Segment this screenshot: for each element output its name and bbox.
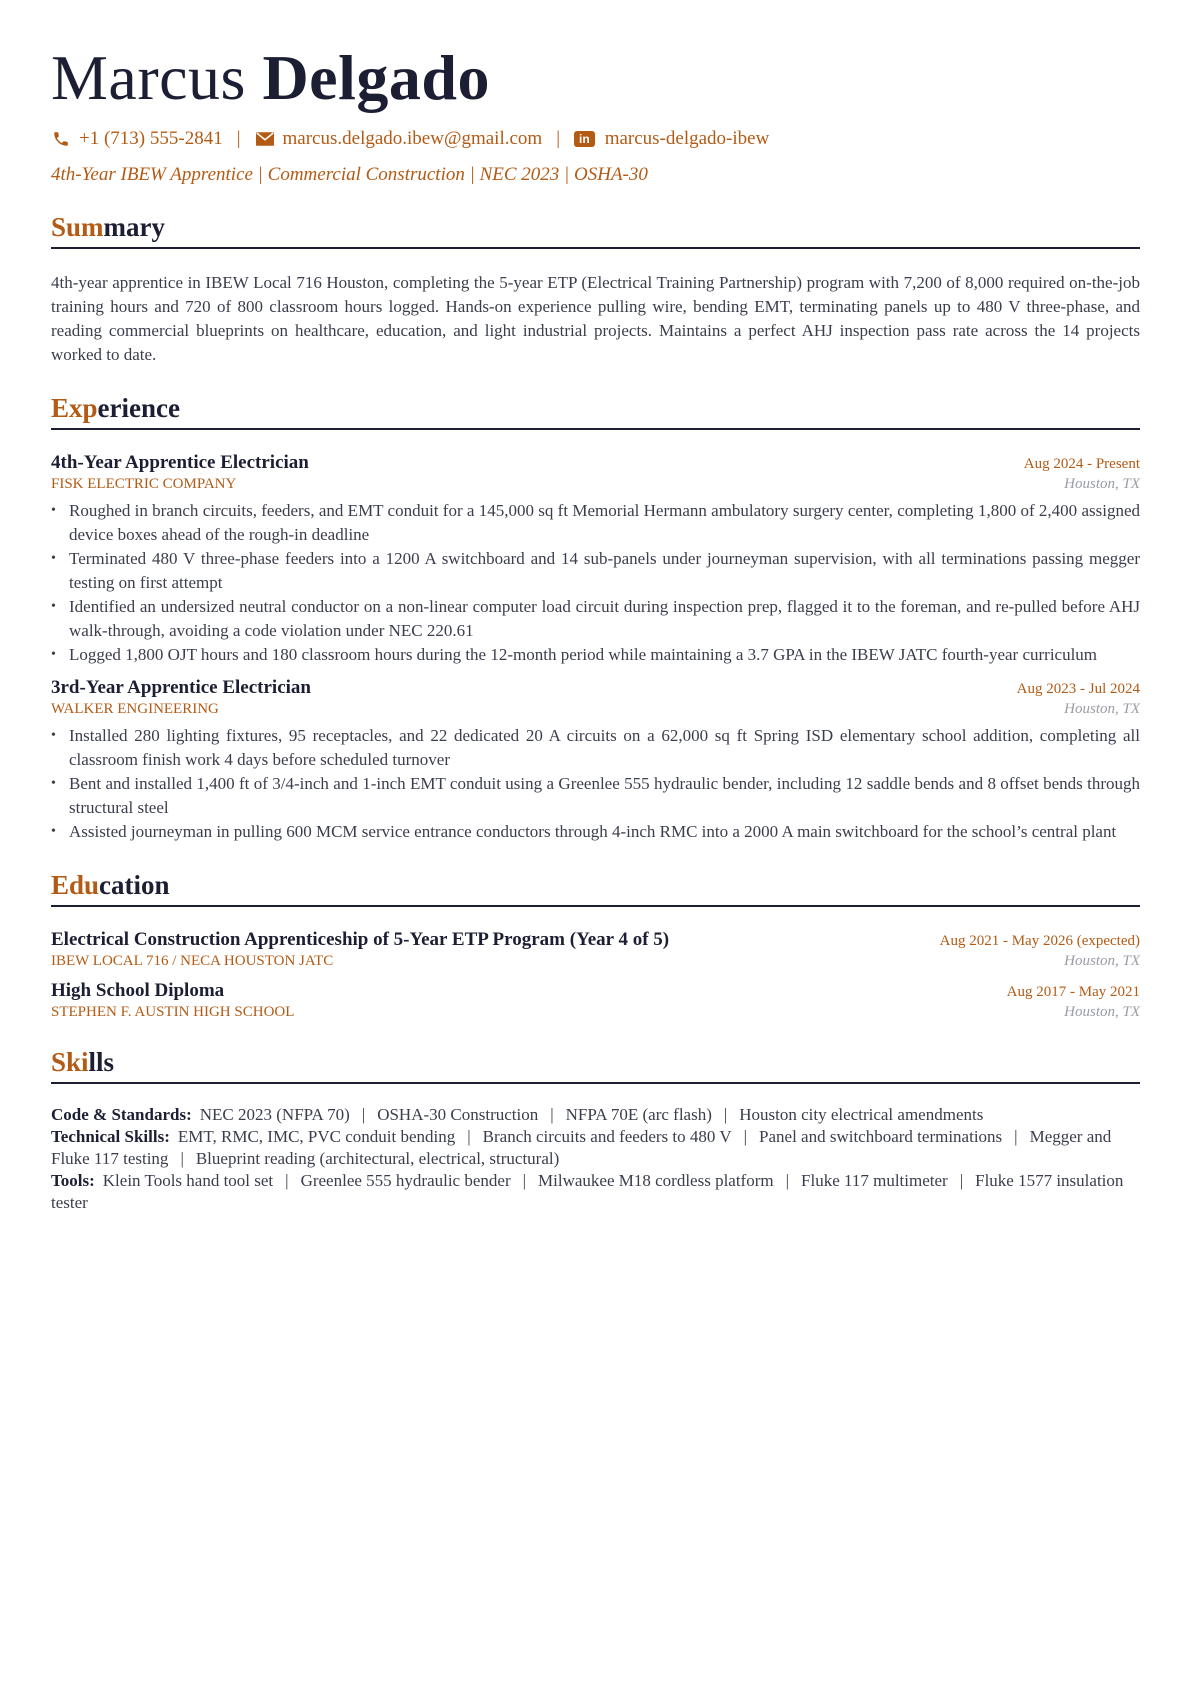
skill-item: Megger and Fluke 117 testing [51, 1127, 1112, 1168]
bullet-item: • Roughed in branch circuits, feeders, and EMT conduit for a 145,000 sq ft Memorial Hermann ambulatory surgery center, completing 1,800 of 2,400 assigned device boxes ahead of the rough-in deadline [69, 499, 1140, 547]
skill-separator: | [467, 1127, 471, 1146]
job-title: 3rd-Year Apprentice Electrician [51, 677, 311, 698]
skill-item: Panel and switchboard terminations [759, 1127, 1003, 1146]
skill-label: Technical Skills: [51, 1127, 170, 1146]
section-title-rest: lls [88, 1047, 115, 1077]
skill-item: Fluke 1577 insulation tester [51, 1171, 1124, 1212]
job-entry [51, 677, 1140, 844]
skill-separator: | [550, 1105, 554, 1124]
section-title-experience [51, 393, 1140, 430]
section-title-rest: erience [97, 393, 180, 423]
section-title-rest: mary [103, 212, 166, 242]
education-entry [51, 980, 1140, 1021]
skill-separator: | [785, 1171, 790, 1190]
job-company: FISK ELECTRIC COMPANY [51, 476, 237, 492]
skill-item: NFPA 70E (arc flash) [565, 1105, 712, 1124]
skill-item: Blueprint reading (architectural, electrical, structural) [195, 1149, 560, 1168]
skill-separator: | [723, 1105, 728, 1124]
bullet-item: • Identified an undersized neutral conductor on a non-linear computer load circuit during inspection prep, flagged it to the foreman, and re-pulled before AHJ walk-through, avoiding a code violation under NEC 220.61 [69, 595, 1140, 643]
skill-item: NEC 2023 (NFPA 70) [199, 1105, 350, 1124]
job-company: WALKER ENGINEERING [51, 701, 219, 717]
last-name: Delgado [262, 42, 490, 113]
contact-line [51, 128, 1140, 150]
school-location: Houston, TX [1064, 953, 1140, 969]
skill-separator: | [959, 1171, 964, 1190]
section-title-accent: Edu [51, 870, 100, 900]
contact-separator: | [556, 128, 561, 149]
skill-separator: | [180, 1149, 184, 1168]
school-name: STEPHEN F. AUSTIN HIGH SCHOOL [51, 1004, 295, 1020]
skill-item: EMT, RMC, IMC, PVC conduit bending [177, 1127, 456, 1146]
phone-number[interactable]: +1 (713) 555-2841 [79, 128, 223, 149]
skill-item: OSHA-30 Construction [377, 1105, 539, 1124]
bullet-item: • Installed 280 lighting fixtures, 95 receptacles, and 22 dedicated 20 A circuits on a 62,000 sq ft Spring ISD elementary school addition, completing all classroom finish work 4 days before scheduled turnover [69, 724, 1140, 772]
skill-separator: | [522, 1171, 527, 1190]
skill-label: Tools: [51, 1171, 95, 1190]
degree-title: Electrical Construction Apprenticeship of 5-Year ETP Program (Year 4 of 5) [51, 929, 670, 950]
linkedin-icon: in [574, 131, 595, 147]
job-bullets [51, 499, 1140, 667]
job-date: Aug 2023 - Jul 2024 [1016, 681, 1140, 697]
bullet-item: • Assisted journeyman in pulling 600 MCM service entrance conductors through 4-inch RMC into a 2000 A main switchboard for the school’s central plant [69, 820, 1140, 844]
skill-row [51, 1170, 1140, 1214]
school-location: Houston, TX [1064, 1004, 1140, 1020]
skill-row [51, 1104, 1140, 1126]
skill-item: Fluke 117 multimeter [801, 1171, 948, 1190]
first-name: Marcus [51, 42, 246, 113]
education-date: Aug 2021 - May 2026 (expected) [939, 933, 1140, 949]
skill-label: Code & Standards: [51, 1105, 192, 1124]
section-title-accent: Sum [51, 212, 104, 242]
candidate-name [51, 42, 1140, 113]
contact-separator: | [236, 128, 241, 149]
section-title-education [51, 870, 1140, 907]
skill-separator: | [361, 1105, 366, 1124]
job-date: Aug 2024 - Present [1023, 456, 1140, 472]
skill-item: Greenlee 555 hydraulic bender [300, 1171, 511, 1190]
skill-row [51, 1126, 1140, 1170]
skill-item: Klein Tools hand tool set [102, 1171, 274, 1190]
phone-icon [51, 130, 71, 148]
email-link[interactable]: marcus.delgado.ibew@gmail.com [282, 128, 543, 149]
bullet-item: • Terminated 480 V three-phase feeders into a 1200 A switchboard and 14 sub-panels under journeyman supervision, with all terminations passing megger testing on first attempt [69, 547, 1140, 595]
job-bullets [51, 724, 1140, 844]
skill-item: Houston city electrical amendments [739, 1105, 984, 1124]
bullet-item: • Bent and installed 1,400 ft of 3/4-inch and 1-inch EMT conduit using a Greenlee 555 hydraulic bender, including 12 saddle bends and 8 offset bends through structural steel [69, 772, 1140, 820]
section-title-rest: cation [99, 870, 170, 900]
job-location: Houston, TX [1064, 701, 1140, 717]
skill-separator: | [285, 1171, 289, 1190]
section-title-summary [51, 212, 1140, 249]
section-title-accent: Exp [51, 393, 98, 423]
skill-item: Branch circuits and feeders to 480 V [482, 1127, 732, 1146]
bullet-item: • Logged 1,800 OJT hours and 180 classroom hours during the 12-month period while maintaining a 3.7 GPA in the IBEW JATC fourth-year curriculum [69, 643, 1140, 667]
skill-separator: | [743, 1127, 748, 1146]
section-title-accent: Ski [51, 1047, 89, 1077]
degree-title: High School Diploma [51, 980, 225, 1001]
summary-text: 4th-year apprentice in IBEW Local 716 Houston, completing the 5-year ETP (Electrical Training Partnership) program with 7,200 of 8,000 required on-the-job training hours and 720 of 800 classroom hours logged. Hands-on experience pulling wire, bending EMT, terminating panels up to 480 V three-phase, and reading commercial blueprints on healthcare, education, and light industrial projects. Maintains a perfect AHJ inspection pass rate across the 14 projects worked to date. [51, 273, 1140, 364]
job-entry [51, 452, 1140, 667]
school-name: IBEW LOCAL 716 / NECA HOUSTON JATC [51, 953, 334, 969]
education-date: Aug 2017 - May 2021 [1006, 984, 1140, 1000]
tagline: 4th-Year IBEW Apprentice | Commercial Construction | NEC 2023 | OSHA-30 [51, 164, 648, 185]
skill-item: Milwaukee M18 cordless platform [538, 1171, 774, 1190]
education-entry [51, 929, 1140, 970]
linkedin-link[interactable]: marcus-delgado-ibew [604, 128, 770, 149]
job-title: 4th-Year Apprentice Electrician [51, 452, 309, 473]
job-location: Houston, TX [1064, 476, 1140, 492]
section-title-skills [51, 1047, 1140, 1084]
skills-list [51, 1104, 1140, 1214]
skill-separator: | [1014, 1127, 1018, 1146]
email-icon [255, 130, 275, 148]
